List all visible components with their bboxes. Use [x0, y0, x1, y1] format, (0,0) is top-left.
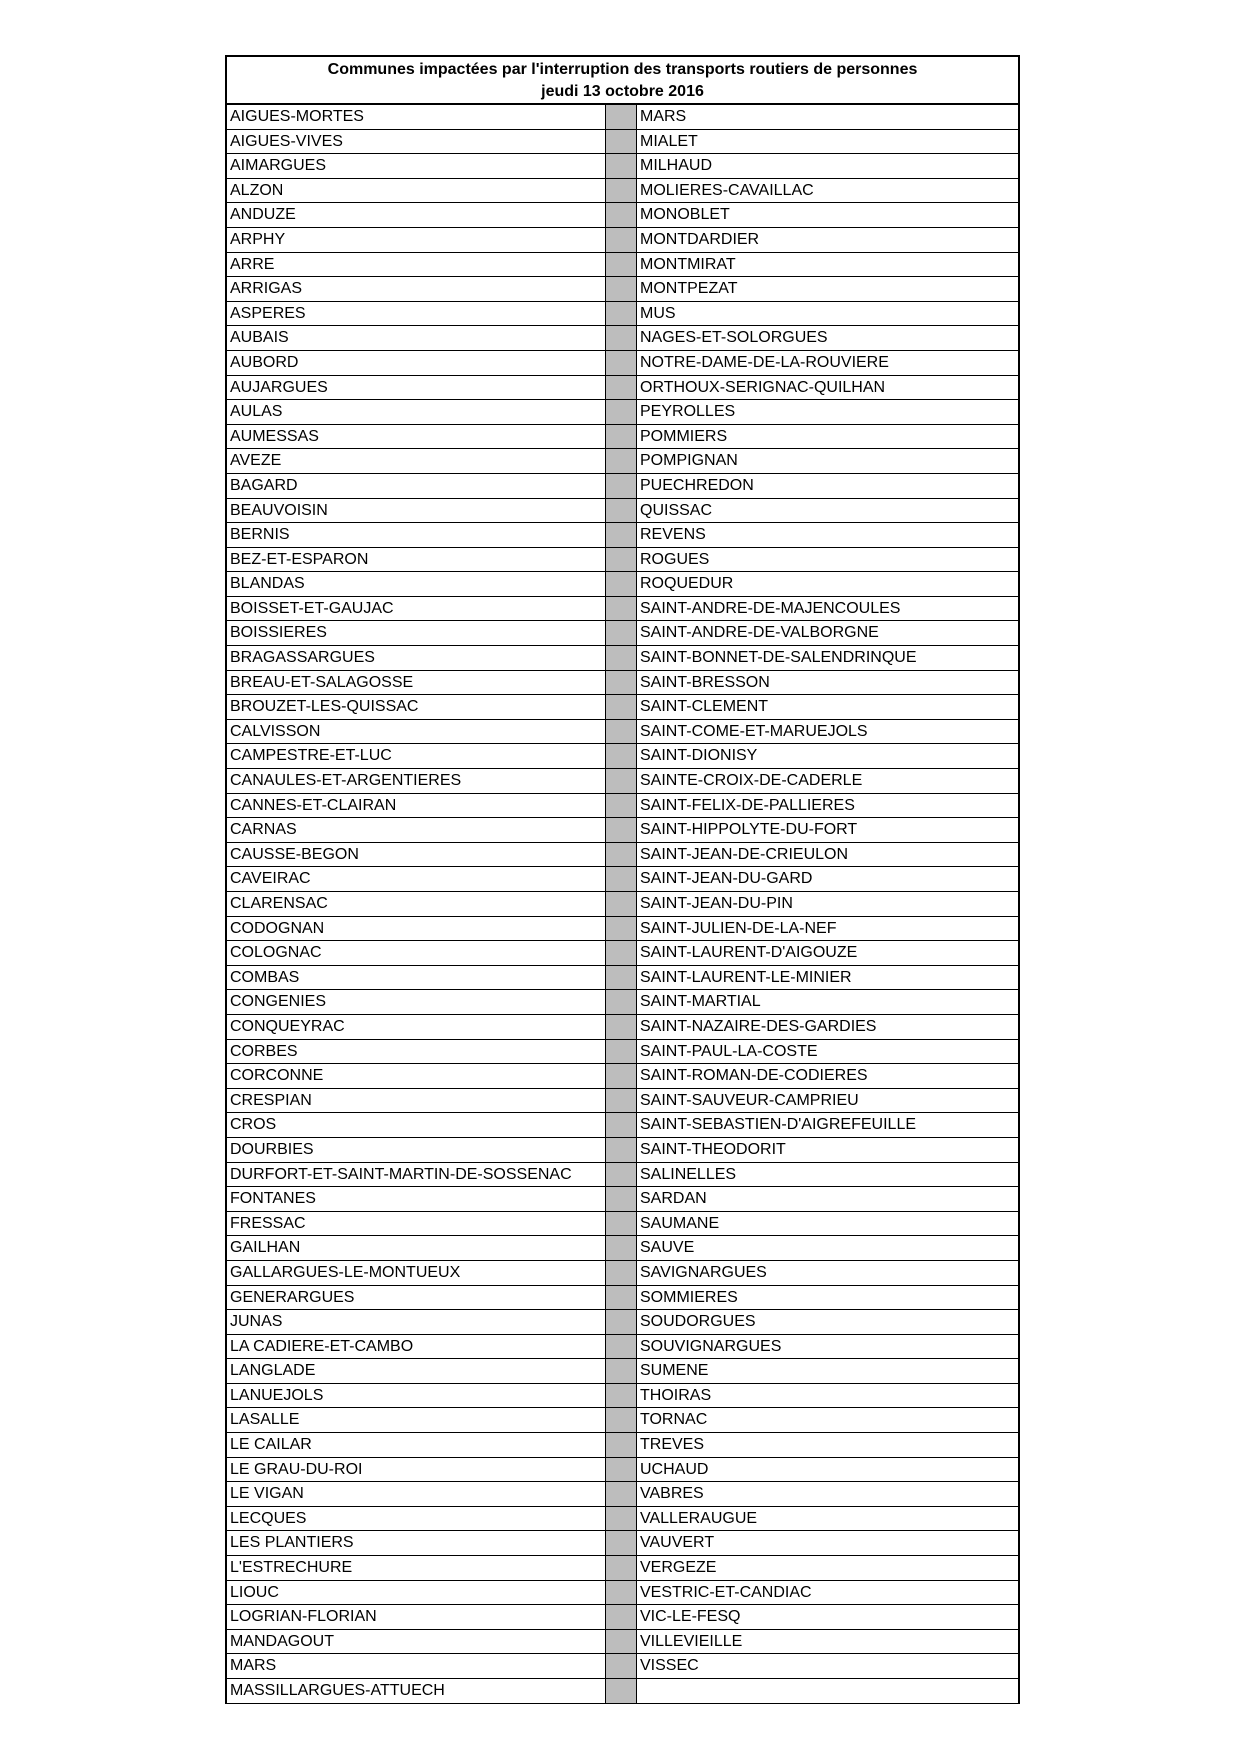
table-row: [227, 523, 1018, 548]
commune-right-cell: VISSEC: [640, 1657, 699, 1675]
gray-separator-cell: [606, 769, 637, 793]
commune-right-cell: SAINT-JEAN-DU-GARD: [640, 870, 813, 888]
table-row: [227, 1531, 1018, 1556]
commune-left-cell: CRESPIAN: [227, 1089, 606, 1113]
commune-right-cell: VAUVERT: [640, 1534, 715, 1552]
commune-right-cell: SAUVE: [640, 1239, 695, 1257]
commune-left-cell: CALVISSON: [227, 720, 606, 744]
table-row: [227, 1630, 1018, 1655]
commune-right-cell: SAINT-SEBASTIEN-D'AIGREFEUILLE: [640, 1116, 917, 1134]
gray-separator-cell: [606, 179, 637, 203]
commune-right-cell: VERGEZE: [640, 1559, 717, 1577]
commune-left-cell: AULAS: [227, 400, 606, 424]
commune-left-cell: CAMPESTRE-ET-LUC: [227, 744, 606, 768]
table-row: [227, 1556, 1018, 1581]
commune-left-cell: ARPHY: [227, 228, 606, 252]
commune-left-cell: BEAUVOISIN: [227, 499, 606, 523]
commune-right-cell: TREVES: [640, 1436, 705, 1454]
table-row: [227, 744, 1018, 769]
table-row: [227, 892, 1018, 917]
commune-left-cell: BEZ-ET-ESPARON: [227, 548, 606, 572]
table-row: [227, 548, 1018, 573]
commune-left-cell: MASSILLARGUES-ATTUECH: [227, 1679, 606, 1703]
gray-separator-cell: [606, 1556, 637, 1580]
table-row: [227, 130, 1018, 155]
gray-separator-cell: [606, 794, 637, 818]
table-row: [227, 941, 1018, 966]
commune-right-cell: VESTRIC-ET-CANDIAC: [640, 1583, 812, 1601]
commune-right-cell: THOIRAS: [640, 1386, 712, 1404]
gray-separator-cell: [606, 1236, 637, 1260]
gray-separator-cell: [606, 400, 637, 424]
commune-left-cell: JUNAS: [227, 1310, 606, 1334]
commune-right-cell: SAINT-CLEMENT: [640, 698, 769, 716]
table-row: [227, 1286, 1018, 1311]
gray-separator-cell: [606, 990, 637, 1014]
commune-left-cell: LANUEJOLS: [227, 1384, 606, 1408]
commune-right-cell: SAINT-FELIX-DE-PALLIERES: [640, 796, 855, 814]
commune-right-cell: UCHAUD: [640, 1460, 709, 1478]
table-row: [227, 597, 1018, 622]
table-row: [227, 154, 1018, 179]
commune-right-cell: PUECHREDON: [640, 476, 754, 494]
gray-separator-cell: [606, 941, 637, 965]
commune-left-cell: CANAULES-ET-ARGENTIERES: [227, 769, 606, 793]
gray-separator-cell: [606, 1138, 637, 1162]
gray-separator-cell: [606, 671, 637, 695]
gray-separator-cell: [606, 1630, 637, 1654]
table-row: [227, 302, 1018, 327]
table-title: [227, 57, 1018, 105]
commune-left-cell: MARS: [227, 1654, 606, 1678]
table-row: [227, 1581, 1018, 1606]
commune-right-cell: MUS: [640, 304, 676, 322]
table-row: [227, 794, 1018, 819]
table-row: [227, 917, 1018, 942]
table-row: [227, 843, 1018, 868]
commune-right-cell: MARS: [640, 108, 687, 125]
gray-separator-cell: [606, 1113, 637, 1137]
commune-left-cell: CROS: [227, 1113, 606, 1137]
table-row: [227, 326, 1018, 351]
table-row: [227, 179, 1018, 204]
gray-separator-cell: [606, 1654, 637, 1678]
gray-separator-cell: [606, 277, 637, 301]
table-row: [227, 203, 1018, 228]
gray-separator-cell: [606, 1605, 637, 1629]
table-row: [227, 1187, 1018, 1212]
commune-right-cell: VALLERAUGUE: [640, 1509, 758, 1527]
gray-separator-cell: [606, 302, 637, 326]
commune-right-cell: MOLIERES-CAVAILLAC: [640, 181, 814, 199]
commune-right-cell: SALINELLES: [640, 1165, 737, 1183]
gray-separator-cell: [606, 1458, 637, 1482]
gray-separator-cell: [606, 1089, 637, 1113]
commune-right-cell: SAINT-LAURENT-LE-MINIER: [640, 968, 852, 986]
gray-separator-cell: [606, 1581, 637, 1605]
commune-left-cell: DOURBIES: [227, 1138, 606, 1162]
commune-left-cell: AIGUES-VIVES: [227, 130, 606, 154]
commune-left-cell: LA CADIERE-ET-CAMBO: [227, 1335, 606, 1359]
commune-right-cell: SAINT-COME-ET-MARUEJOLS: [640, 722, 868, 740]
commune-left-cell: COMBAS: [227, 966, 606, 990]
commune-left-cell: BROUZET-LES-QUISSAC: [227, 695, 606, 719]
commune-right-cell: SAINT-JEAN-DE-CRIEULON: [640, 845, 849, 863]
commune-left-cell: CONGENIES: [227, 990, 606, 1014]
table-row: [227, 253, 1018, 278]
commune-left-cell: CORCONNE: [227, 1064, 606, 1088]
commune-right-cell: ROGUES: [640, 550, 710, 568]
gray-separator-cell: [606, 1507, 637, 1531]
table-rows: [227, 105, 1018, 1704]
table-row: [227, 1679, 1018, 1704]
commune-left-cell: AVEZE: [227, 449, 606, 473]
table-row: [227, 572, 1018, 597]
gray-separator-cell: [606, 818, 637, 842]
commune-left-cell: ARRIGAS: [227, 277, 606, 301]
gray-separator-cell: [606, 1433, 637, 1457]
commune-left-cell: FONTANES: [227, 1187, 606, 1211]
commune-left-cell: ANDUZE: [227, 203, 606, 227]
gray-separator-cell: [606, 105, 637, 129]
commune-left-cell: CAUSSE-BEGON: [227, 843, 606, 867]
table-row: [227, 449, 1018, 474]
commune-left-cell: LASALLE: [227, 1408, 606, 1432]
commune-right-cell: PEYROLLES: [640, 403, 736, 421]
commune-right-cell: SAINT-ANDRE-DE-VALBORGNE: [640, 624, 879, 642]
commune-right-cell: SAINT-LAURENT-D'AIGOUZE: [640, 944, 858, 962]
table-row: [227, 1089, 1018, 1114]
commune-left-cell: AIGUES-MORTES: [227, 105, 606, 129]
gray-separator-cell: [606, 1335, 637, 1359]
commune-right-cell: TORNAC: [640, 1411, 708, 1429]
commune-left-cell: MANDAGOUT: [227, 1630, 606, 1654]
title-line-2: jeudi 13 octobre 2016: [541, 83, 704, 100]
gray-separator-cell: [606, 1015, 637, 1039]
gray-separator-cell: [606, 1286, 637, 1310]
commune-right-cell: POMMIERS: [640, 427, 728, 445]
commune-right-cell: REVENS: [640, 526, 706, 544]
table-row: [227, 228, 1018, 253]
commune-left-cell: CORBES: [227, 1040, 606, 1064]
table-row: [227, 671, 1018, 696]
commune-left-cell: DURFORT-ET-SAINT-MARTIN-DE-SOSSENAC: [227, 1163, 606, 1187]
table-row: [227, 1310, 1018, 1335]
gray-separator-cell: [606, 523, 637, 547]
gray-separator-cell: [606, 326, 637, 350]
table-row: [227, 1359, 1018, 1384]
commune-left-cell: LE CAILAR: [227, 1433, 606, 1457]
table-row: [227, 1261, 1018, 1286]
table-row: [227, 1163, 1018, 1188]
commune-right-cell: [637, 1679, 1018, 1703]
table-row: [227, 425, 1018, 450]
table-row: [227, 474, 1018, 499]
gray-separator-cell: [606, 597, 637, 621]
commune-left-cell: CODOGNAN: [227, 917, 606, 941]
table-row: [227, 400, 1018, 425]
gray-separator-cell: [606, 621, 637, 645]
gray-separator-cell: [606, 1040, 637, 1064]
commune-right-cell: SAINT-PAUL-LA-COSTE: [640, 1042, 818, 1060]
commune-left-cell: FRESSAC: [227, 1212, 606, 1236]
gray-separator-cell: [606, 1531, 637, 1555]
commune-right-cell: MILHAUD: [640, 157, 713, 175]
commune-left-cell: GENERARGUES: [227, 1286, 606, 1310]
table-row: [227, 818, 1018, 843]
commune-left-cell: ALZON: [227, 179, 606, 203]
gray-separator-cell: [606, 548, 637, 572]
gray-separator-cell: [606, 1310, 637, 1334]
commune-left-cell: BREAU-ET-SALAGOSSE: [227, 671, 606, 695]
commune-right-cell: ORTHOUX-SERIGNAC-QUILHAN: [640, 378, 886, 396]
table-row: [227, 1138, 1018, 1163]
table-row: [227, 1064, 1018, 1089]
gray-separator-cell: [606, 1261, 637, 1285]
commune-right-cell: ROQUEDUR: [640, 575, 734, 593]
commune-right-cell: VIC-LE-FESQ: [640, 1608, 741, 1626]
commune-left-cell: COLOGNAC: [227, 941, 606, 965]
commune-right-cell: SAINT-DIONISY: [640, 747, 758, 765]
communes-table: [225, 55, 1020, 1704]
gray-separator-cell: [606, 966, 637, 990]
table-row: [227, 1384, 1018, 1409]
table-row: [227, 277, 1018, 302]
commune-left-cell: L'ESTRECHURE: [227, 1556, 606, 1580]
commune-left-cell: AIMARGUES: [227, 154, 606, 178]
table-row: [227, 720, 1018, 745]
table-row: [227, 1408, 1018, 1433]
gray-separator-cell: [606, 1482, 637, 1506]
table-row: [227, 966, 1018, 991]
commune-left-cell: CONQUEYRAC: [227, 1015, 606, 1039]
gray-separator-cell: [606, 449, 637, 473]
gray-separator-cell: [606, 425, 637, 449]
commune-right-cell: VABRES: [640, 1485, 704, 1503]
gray-separator-cell: [606, 695, 637, 719]
commune-left-cell: LE VIGAN: [227, 1482, 606, 1506]
commune-left-cell: BRAGASSARGUES: [227, 646, 606, 670]
commune-right-cell: POMPIGNAN: [640, 452, 738, 470]
gray-separator-cell: [606, 1163, 637, 1187]
commune-right-cell: SOMMIERES: [640, 1288, 738, 1306]
commune-left-cell: ASPERES: [227, 302, 606, 326]
gray-separator-cell: [606, 253, 637, 277]
commune-right-cell: SOUDORGUES: [640, 1313, 756, 1331]
commune-left-cell: AUBAIS: [227, 326, 606, 350]
table-row: [227, 376, 1018, 401]
table-row: [227, 695, 1018, 720]
commune-left-cell: GAILHAN: [227, 1236, 606, 1260]
gray-separator-cell: [606, 376, 637, 400]
gray-separator-cell: [606, 499, 637, 523]
commune-left-cell: CANNES-ET-CLAIRAN: [227, 794, 606, 818]
commune-right-cell: MONTDARDIER: [640, 230, 760, 248]
commune-left-cell: CAVEIRAC: [227, 867, 606, 891]
gray-separator-cell: [606, 1064, 637, 1088]
table-row: [227, 867, 1018, 892]
commune-right-cell: SAINT-JEAN-DU-PIN: [640, 895, 793, 912]
commune-right-cell: SAINT-THEODORIT: [640, 1140, 786, 1158]
commune-right-cell: SAINT-JULIEN-DE-LA-NEF: [640, 919, 837, 937]
gray-separator-cell: [606, 843, 637, 867]
gray-separator-cell: [606, 203, 637, 227]
gray-separator-cell: [606, 646, 637, 670]
commune-right-cell: VILLEVIEILLE: [640, 1632, 743, 1650]
commune-right-cell: SUMENE: [640, 1362, 709, 1380]
commune-left-cell: BOISSET-ET-GAUJAC: [227, 597, 606, 621]
commune-left-cell: LES PLANTIERS: [227, 1531, 606, 1555]
commune-left-cell: GALLARGUES-LE-MONTUEUX: [227, 1261, 606, 1285]
commune-left-cell: LE GRAU-DU-ROI: [227, 1458, 606, 1482]
commune-right-cell: SAINT-SAUVEUR-CAMPRIEU: [640, 1091, 859, 1109]
commune-left-cell: BLANDAS: [227, 572, 606, 596]
commune-right-cell: MONTMIRAT: [640, 255, 736, 273]
gray-separator-cell: [606, 1408, 637, 1432]
commune-left-cell: CARNAS: [227, 818, 606, 842]
gray-separator-cell: [606, 892, 637, 916]
table-row: [227, 351, 1018, 376]
gray-separator-cell: [606, 154, 637, 178]
gray-separator-cell: [606, 1384, 637, 1408]
commune-right-cell: SAINT-ROMAN-DE-CODIERES: [640, 1067, 868, 1085]
commune-left-cell: AUJARGUES: [227, 376, 606, 400]
commune-right-cell: MONOBLET: [640, 206, 730, 224]
commune-right-cell: QUISSAC: [640, 501, 713, 519]
gray-separator-cell: [606, 1212, 637, 1236]
commune-right-cell: NAGES-ET-SOLORGUES: [640, 329, 828, 347]
table-row: [227, 646, 1018, 671]
table-row: [227, 1507, 1018, 1532]
gray-separator-cell: [606, 720, 637, 744]
gray-separator-cell: [606, 130, 637, 154]
table-row: [227, 1040, 1018, 1065]
commune-left-cell: BAGARD: [227, 474, 606, 498]
table-row: [227, 1458, 1018, 1483]
table-row: [227, 990, 1018, 1015]
commune-left-cell: BOISSIERES: [227, 621, 606, 645]
table-row: [227, 105, 1018, 130]
commune-right-cell: SAINT-BONNET-DE-SALENDRINQUE: [640, 649, 917, 667]
commune-left-cell: LANGLADE: [227, 1359, 606, 1383]
table-row: [227, 499, 1018, 524]
commune-right-cell: SOUVIGNARGUES: [640, 1337, 782, 1355]
gray-separator-cell: [606, 917, 637, 941]
commune-right-cell: SAINT-HIPPOLYTE-DU-FORT: [640, 821, 858, 839]
commune-left-cell: AUMESSAS: [227, 425, 606, 449]
commune-right-cell: MONTPEZAT: [640, 280, 738, 298]
table-row: [227, 769, 1018, 794]
table-row: [227, 1335, 1018, 1360]
commune-left-cell: LECQUES: [227, 1507, 606, 1531]
gray-separator-cell: [606, 351, 637, 375]
title-line-1: Communes impactées par l'interruption des transports routiers de personnes: [327, 61, 918, 78]
gray-separator-cell: [606, 1359, 637, 1383]
commune-right-cell: SAUMANE: [640, 1214, 720, 1232]
gray-separator-cell: [606, 1187, 637, 1211]
table-row: [227, 1433, 1018, 1458]
commune-right-cell: SAINT-MARTIAL: [640, 993, 761, 1011]
table-row: [227, 1212, 1018, 1237]
table-row: [227, 1482, 1018, 1507]
commune-left-cell: LOGRIAN-FLORIAN: [227, 1605, 606, 1629]
gray-separator-cell: [606, 572, 637, 596]
table-row: [227, 1654, 1018, 1679]
table-row: [227, 1015, 1018, 1040]
gray-separator-cell: [606, 474, 637, 498]
gray-separator-cell: [606, 228, 637, 252]
commune-right-cell: SARDAN: [640, 1190, 707, 1208]
commune-right-cell: SAINT-NAZAIRE-DES-GARDIES: [640, 1017, 877, 1035]
table-row: [227, 1113, 1018, 1138]
gray-separator-cell: [606, 867, 637, 891]
commune-right-cell: SAVIGNARGUES: [640, 1263, 767, 1281]
gray-separator-cell: [606, 1679, 637, 1703]
commune-left-cell: CLARENSAC: [227, 892, 606, 916]
commune-left-cell: AUBORD: [227, 351, 606, 375]
table-row: [227, 1236, 1018, 1261]
table-row: [227, 1605, 1018, 1630]
commune-left-cell: LIOUC: [227, 1581, 606, 1605]
commune-right-cell: NOTRE-DAME-DE-LA-ROUVIERE: [640, 353, 889, 371]
commune-right-cell: MIALET: [640, 132, 698, 150]
table-row: [227, 621, 1018, 646]
commune-right-cell: SAINTE-CROIX-DE-CADERLE: [640, 772, 863, 790]
commune-right-cell: SAINT-ANDRE-DE-MAJENCOULES: [640, 599, 901, 617]
gray-separator-cell: [606, 744, 637, 768]
commune-right-cell: SAINT-BRESSON: [640, 673, 770, 691]
commune-left-cell: ARRE: [227, 253, 606, 277]
commune-left-cell: BERNIS: [227, 523, 606, 547]
